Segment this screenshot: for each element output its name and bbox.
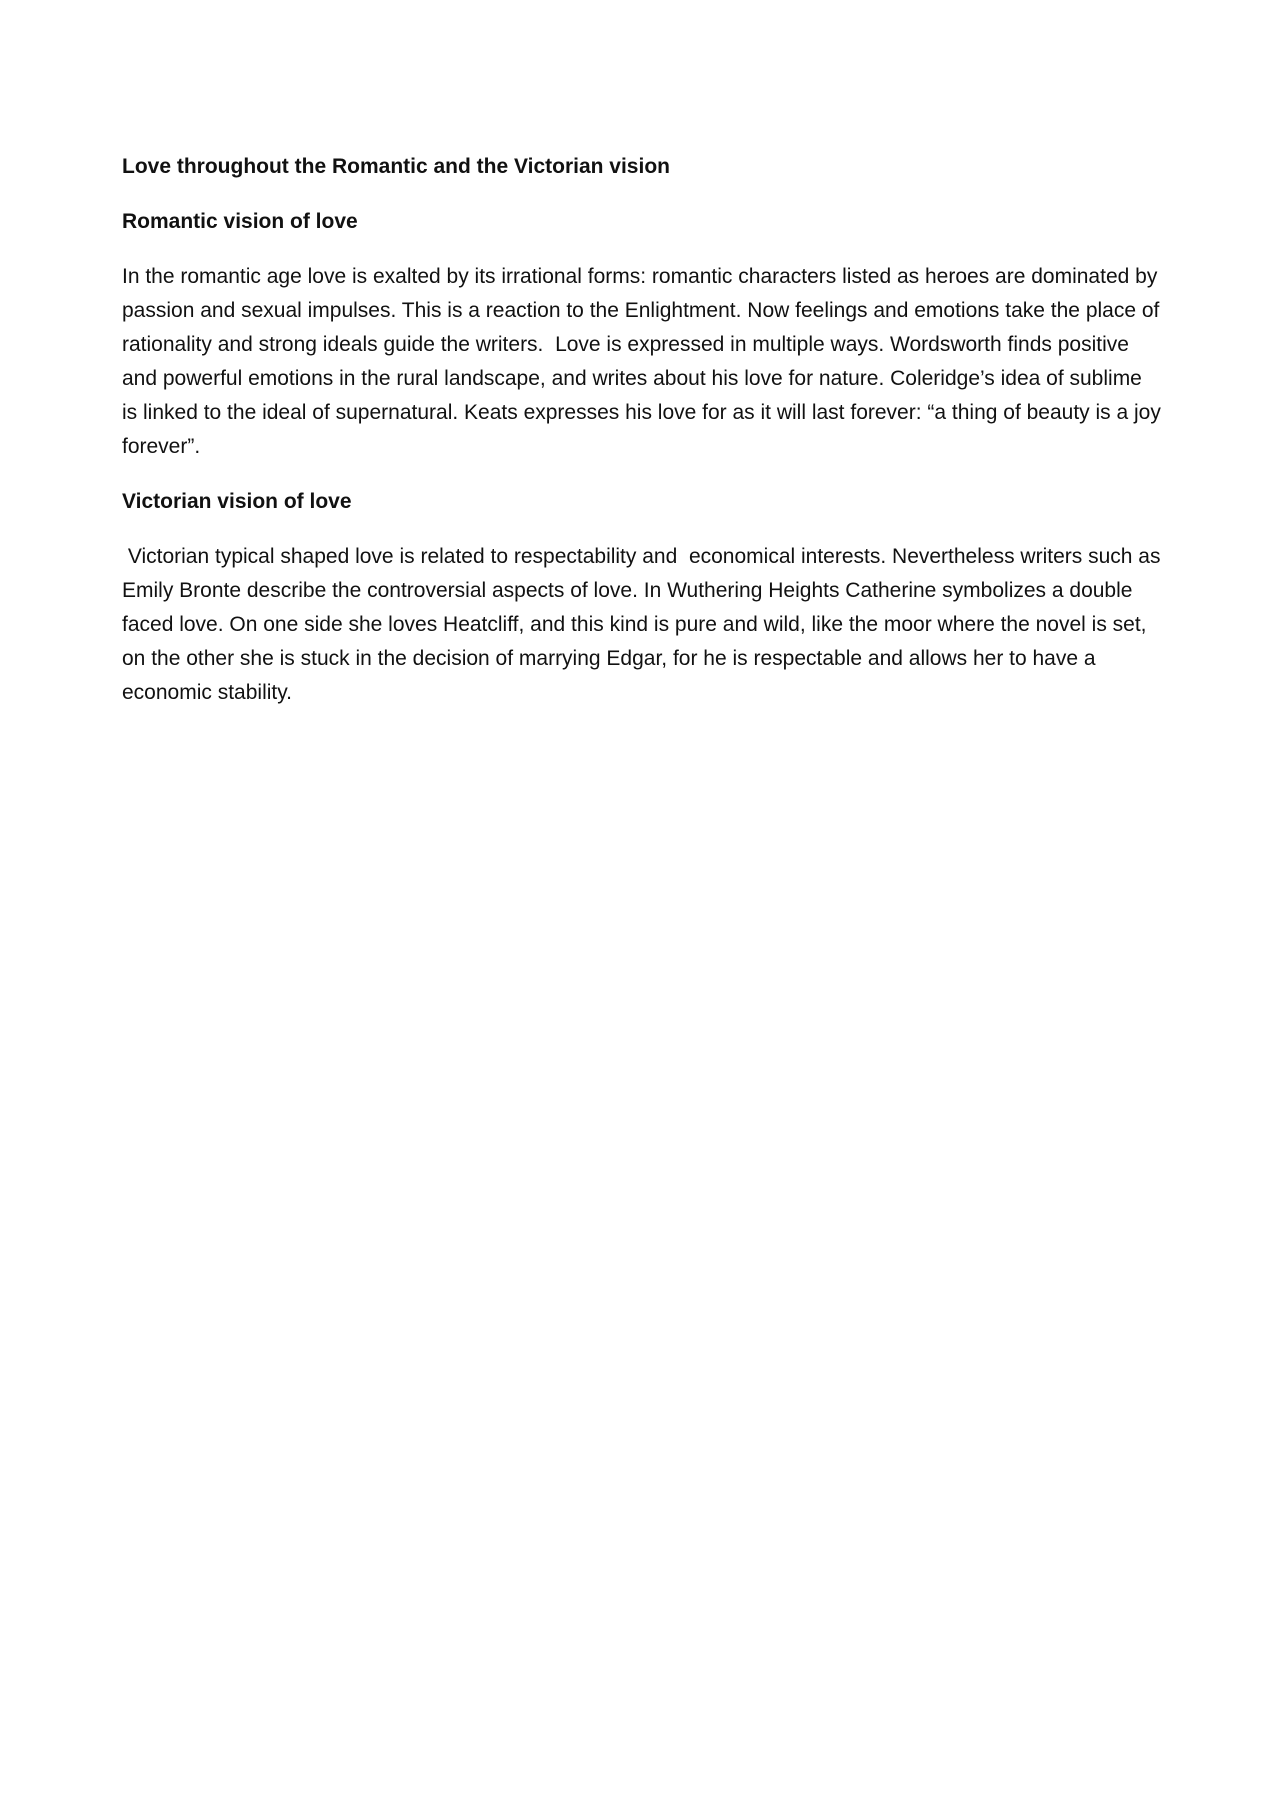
section-heading-victorian: Victorian vision of love (122, 490, 352, 513)
document-content (122, 150, 1167, 731)
document-title: Love throughout the Romantic and the Victorian vision (122, 155, 670, 178)
section-heading-romantic: Romantic vision of love (122, 210, 358, 233)
section-body-romantic: In the romantic age love is exalted by its irrational forms: romantic characters listed as heroes are dominated by passion and sexual impulses. This is a reaction to the Enlightment. Now feelings and emotions take the place of rationality and strong ideals guide the writers. Love is expressed in multiple ways. Wordsworth finds positive and powerful emotions in the rural landscape, and writes about his love for nature. Coleridge’s idea of sublime is linked to the ideal of supernatural. Keats expresses his love for as it will last forever: “a thing of beauty is a joy forever”. (122, 265, 1167, 458)
section-body-victorian: Victorian typical shaped love is related to respectability and economical interests. Nevertheless writers such as Emily Bronte describe the controversial aspects of love. In Wuthering Heights Catherine symbolizes a double faced love. On one side she loves Heatcliff, and this kind is pure and wild, like the moor where the novel is set, on the other she is stuck in the decision of marrying Edgar, for he is respectable and allows her to have a economic stability. (122, 545, 1167, 704)
